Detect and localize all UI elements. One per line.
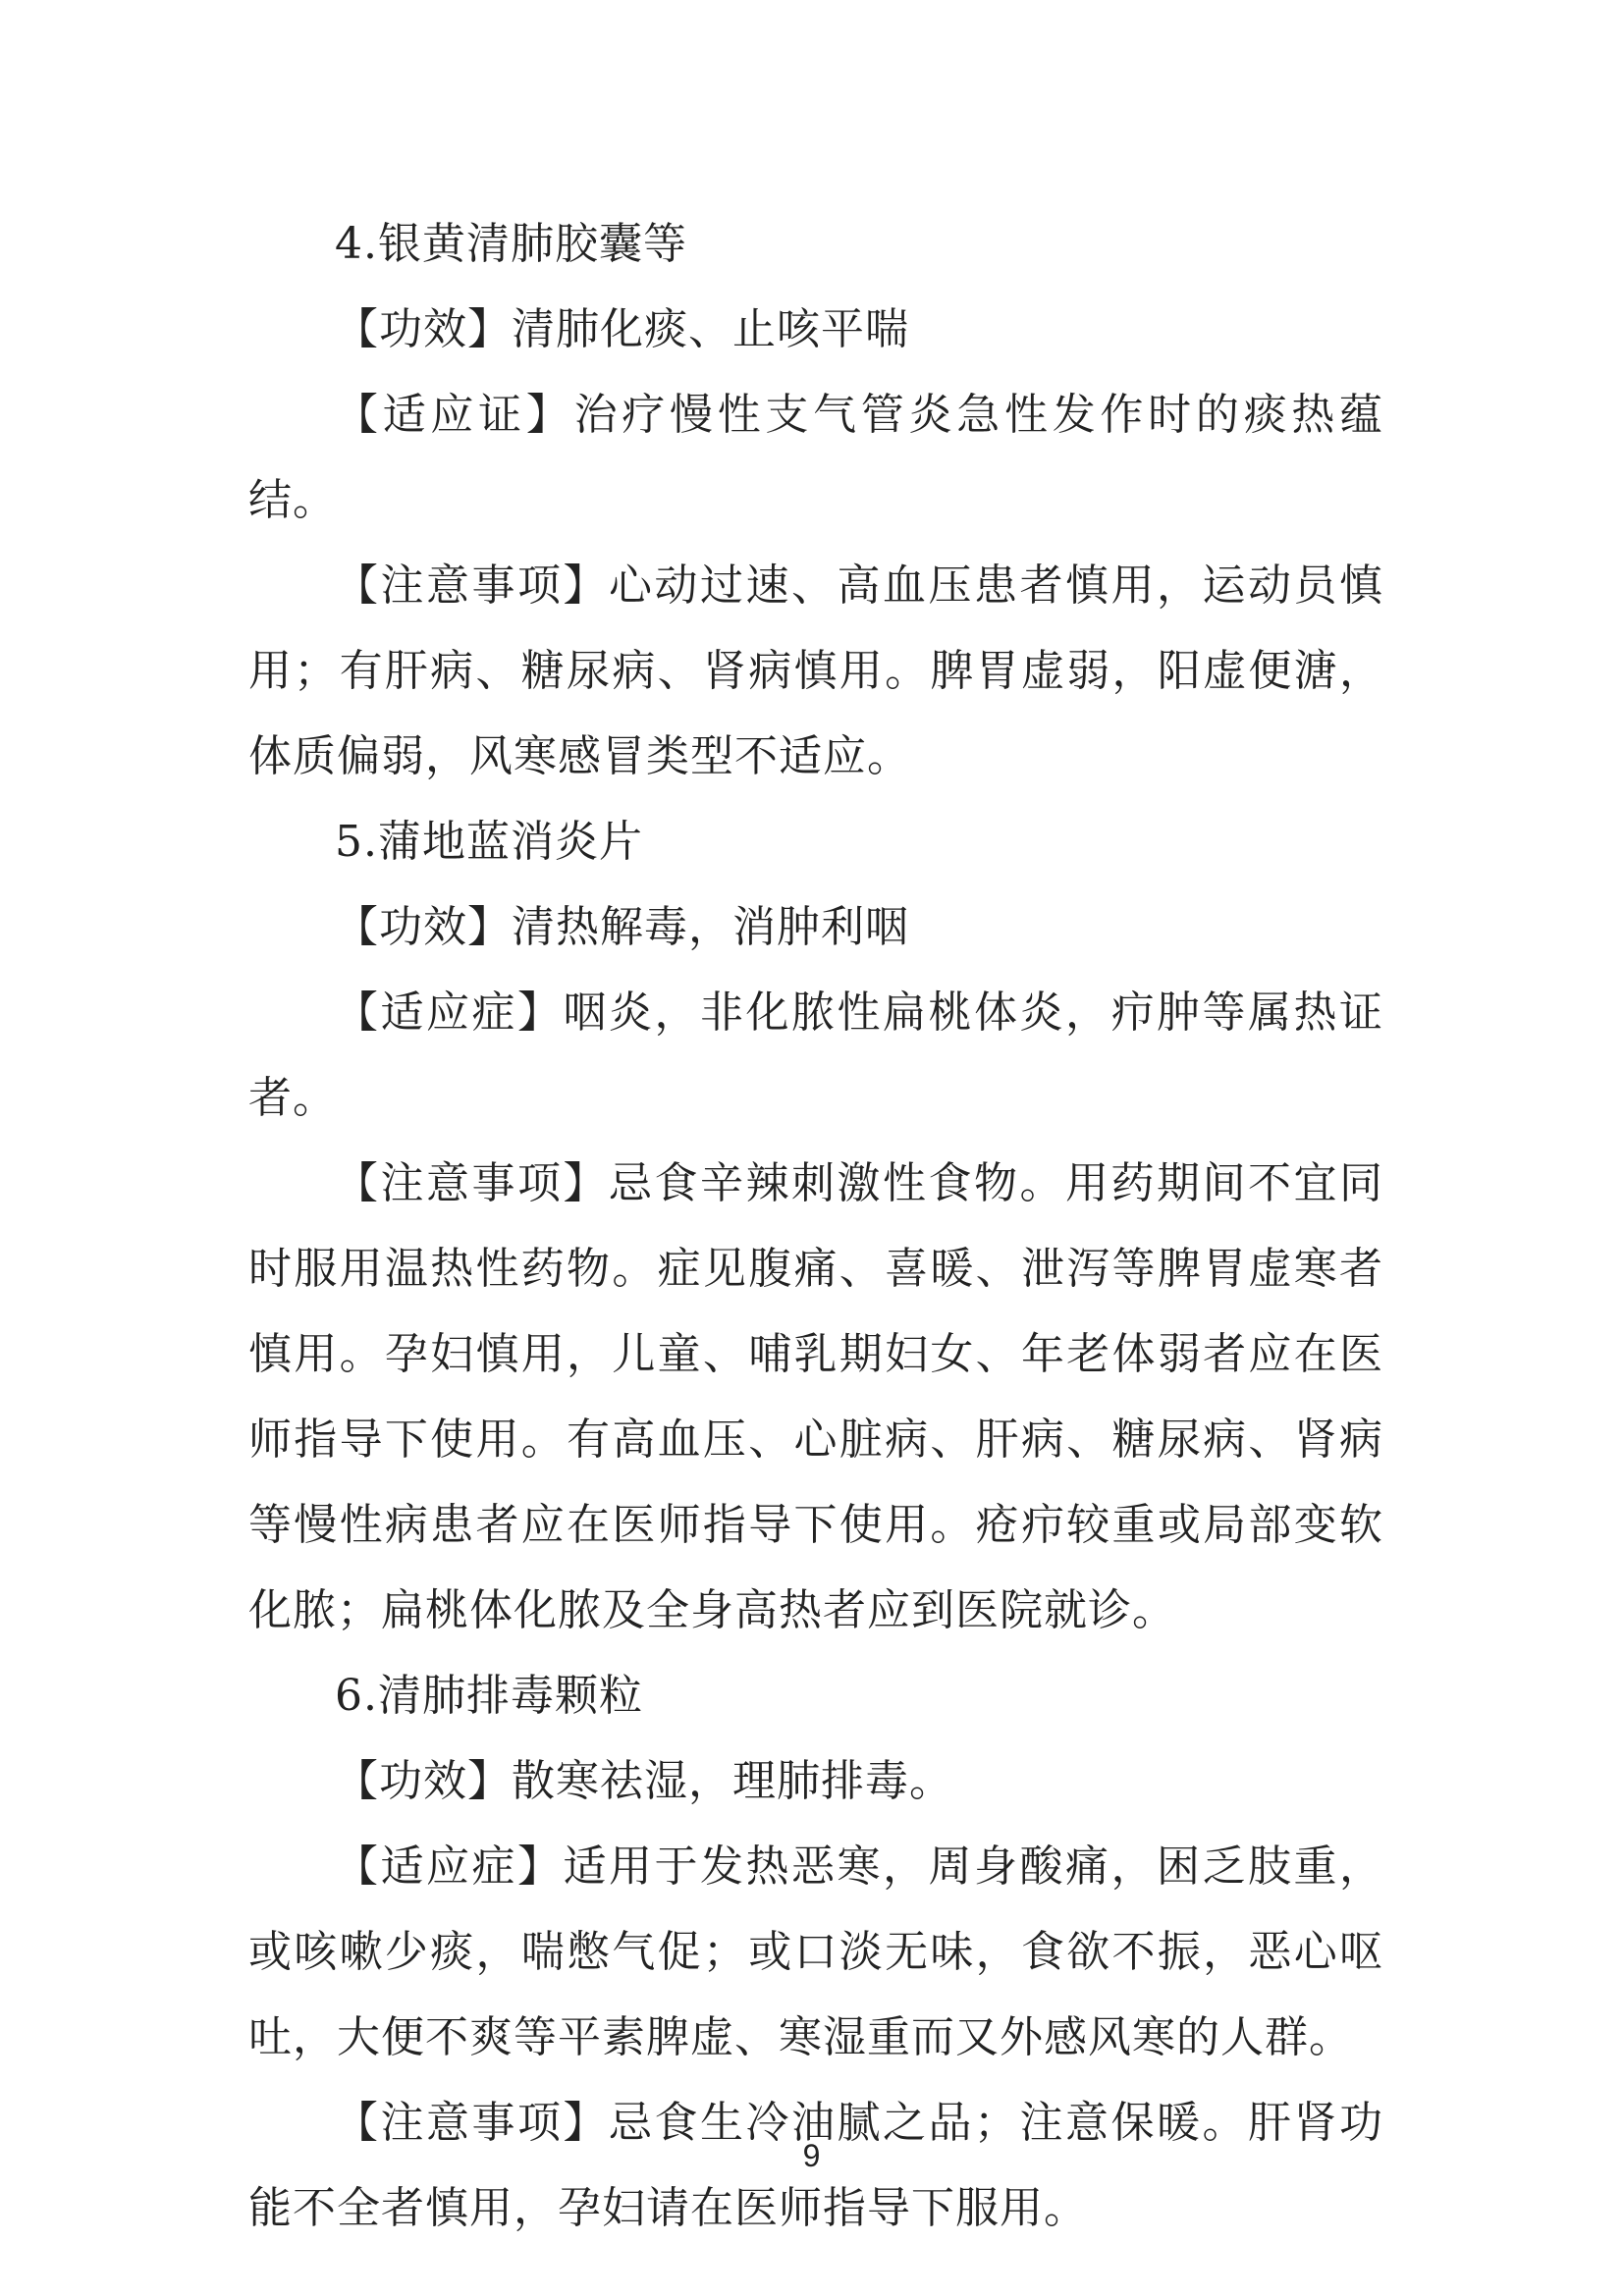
page-number: 9 bbox=[802, 2138, 821, 2173]
item-6-title: 6.清肺排毒颗粒 bbox=[335, 1671, 643, 1721]
item-4-precautions: 【注意事项】心动过速、高血压患者慎用，运动员慎用；有肝病、糖尿病、肾病慎用。脾胃虚弱，阳虚便溏，体质偏弱，风寒感冒类型不适应。 bbox=[248, 561, 1383, 781]
item-5-title: 5.蒲地蓝消炎片 bbox=[335, 817, 643, 867]
item-5-indication: 【适应症】咽炎，非化脓性扁桃体炎，疖肿等属热证者。 bbox=[248, 988, 1383, 1123]
item-4-title: 4.银黄清肺胶囊等 bbox=[335, 219, 687, 269]
item-6-efficacy: 【功效】散寒祛湿，理肺排毒。 bbox=[335, 1756, 953, 1806]
item-6-precautions: 【注意事项】忌食生冷油腻之品；注意保暖。肝肾功能不全者慎用，孕妇请在医师指导下服用。 bbox=[248, 2098, 1383, 2233]
item-4-efficacy: 【功效】清肺化痰、止咳平喘 bbox=[335, 304, 909, 354]
item-6-indication: 【适应症】适用于发热恶寒，周身酸痛，困乏肢重，或咳嗽少痰，喘憋气促；或口淡无味，食欲不振，恶心呕吐，大便不爽等平素脾虚、寒湿重而又外感风寒的人群。 bbox=[248, 1842, 1383, 2062]
item-4-indication: 【适应证】治疗慢性支气管炎急性发作时的痰热蕴结。 bbox=[248, 390, 1383, 525]
item-5-precautions: 【注意事项】忌食辛辣刺激性食物。用药期间不宜同时服用温热性药物。症见腹痛、喜暖、泄泻等脾胃虚寒者慎用。孕妇慎用，儿童、哺乳期妇女、年老体弱者应在医师指导下使用。有高血压、心脏病、肝病、糖尿病、肾病等慢性病患者应在医师指导下使用。疮疖较重或局部变软化脓；扁桃体化脓及全身高热者应到医院就诊。 bbox=[248, 1158, 1383, 1635]
document-body bbox=[248, 201, 1383, 2251]
item-5-efficacy: 【功效】清热解毒，消肿利咽 bbox=[335, 902, 909, 952]
